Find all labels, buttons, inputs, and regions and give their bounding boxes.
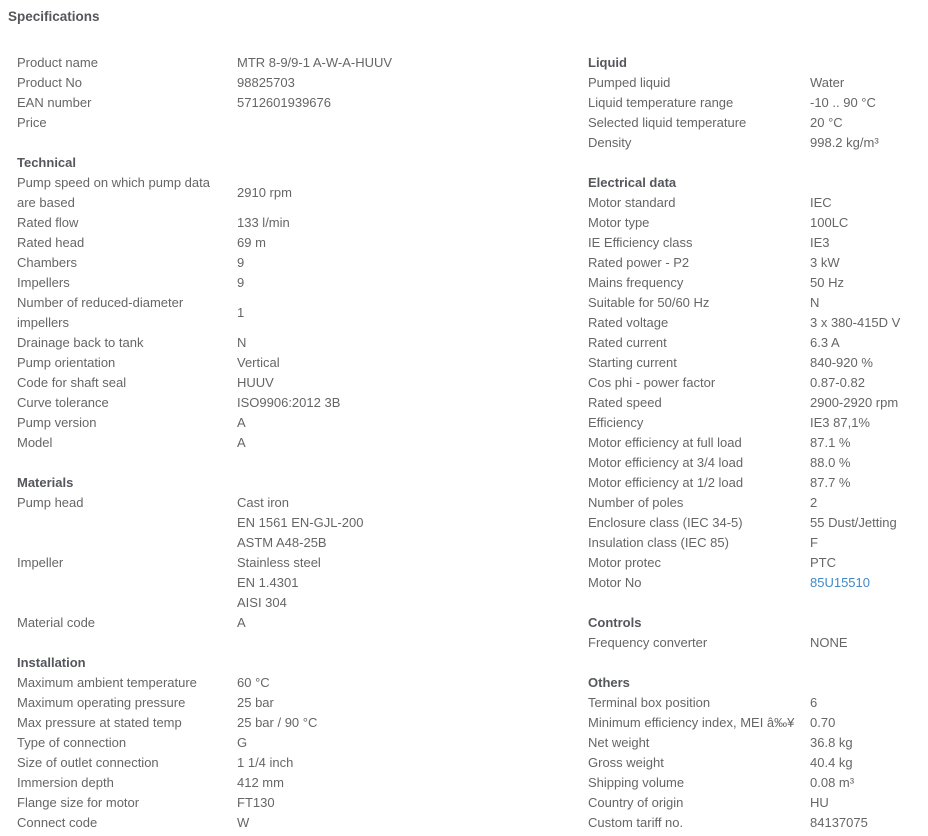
spec-row (588, 113, 928, 133)
spec-label: Flange size for motor (17, 795, 140, 810)
spec-value: MTR 8-9/9-1 A-W-A-HUUV (237, 55, 393, 70)
spec-value: N (237, 335, 247, 350)
spec-value: 25 bar / 90 °C (237, 715, 318, 730)
spec-row (588, 773, 928, 793)
spec-value: 133 l/min (237, 215, 290, 230)
section-others (588, 673, 928, 833)
spec-row (588, 793, 928, 813)
spec-row (17, 733, 560, 753)
spec-row (588, 193, 928, 213)
spec-row (17, 433, 560, 453)
spec-row (588, 293, 928, 313)
section-liquid (588, 53, 928, 153)
spec-value: 25 bar (237, 695, 274, 710)
spec-label: Number of reduced-diameter impellers (17, 295, 184, 330)
spec-label: Model (17, 435, 53, 450)
spec-value: 0.87-0.82 (810, 375, 865, 390)
spec-columns (0, 53, 928, 833)
spec-value: 60 °C (237, 675, 270, 690)
spec-value: -10 .. 90 °C (810, 95, 876, 110)
spec-label: Code for shaft seal (17, 375, 127, 390)
spec-label: Rated power - P2 (588, 255, 690, 270)
spec-label: Motor protec (588, 555, 661, 570)
spec-label: Immersion depth (17, 775, 114, 790)
spec-row (17, 813, 560, 833)
spec-value: A (237, 415, 246, 430)
spec-row (588, 633, 928, 653)
spec-value: 0.70 (810, 715, 836, 730)
spec-row (588, 553, 928, 573)
spec-value: G (237, 735, 248, 750)
spec-label: Density (588, 135, 632, 150)
spec-label: Motor No (588, 575, 642, 590)
spec-row (17, 693, 560, 713)
section-title-installation: Installation (17, 655, 86, 670)
spec-value: IEC (810, 195, 832, 210)
spec-label: Impellers (17, 275, 70, 290)
spec-label: Pump speed on which pump data are based (17, 175, 210, 210)
spec-value: N (810, 295, 820, 310)
spec-value (237, 493, 560, 553)
spec-label: Starting current (588, 355, 677, 370)
spec-value: 412 mm (237, 775, 284, 790)
spec-label: Motor efficiency at full load (588, 435, 742, 450)
spec-row (588, 253, 928, 273)
spec-row (17, 373, 560, 393)
spec-row (588, 453, 928, 473)
spec-label: Maximum ambient temperature (17, 675, 197, 690)
section-title-technical: Technical (17, 155, 77, 170)
spec-label: EAN number (17, 95, 92, 110)
spec-label: Liquid temperature range (588, 95, 734, 110)
spec-label: Product name (17, 55, 98, 70)
spec-label: Cos phi - power factor (588, 375, 716, 390)
spec-label: Pumped liquid (588, 75, 671, 90)
spec-value: Vertical (237, 355, 280, 370)
spec-row (17, 233, 560, 253)
spec-label: Motor efficiency at 3/4 load (588, 455, 744, 470)
spec-value: 6 (810, 695, 818, 710)
spec-value: Water (810, 75, 845, 90)
spec-value: 840-920 % (810, 355, 873, 370)
section-electrical-data (588, 173, 928, 593)
spec-label: Motor type (588, 215, 650, 230)
spec-value: W (237, 815, 250, 830)
spec-value: 9 (237, 255, 245, 270)
spec-value-line: EN 1.4301 (237, 575, 299, 590)
spec-row (17, 553, 560, 613)
spec-value: 84137075 (810, 815, 868, 830)
motor-no-link[interactable]: 85U15510 (810, 575, 870, 590)
spec-value: 69 m (237, 235, 266, 250)
spec-label: Curve tolerance (17, 395, 109, 410)
spec-value: 87.1 % (810, 435, 851, 450)
spec-value: 20 °C (810, 115, 843, 130)
spec-value: 100LC (810, 215, 849, 230)
right-column (560, 53, 928, 833)
spec-row (17, 793, 560, 813)
spec-value: 2 (810, 495, 818, 510)
page-title: Specifications (8, 9, 100, 24)
spec-label: Efficiency (588, 415, 644, 430)
spec-row (588, 413, 928, 433)
spec-row (17, 253, 560, 273)
spec-value: A (237, 435, 246, 450)
spec-value-line: EN 1561 EN-GJL-200 (237, 515, 364, 530)
spec-label: Max pressure at stated temp (17, 715, 182, 730)
spec-label: Rated voltage (588, 315, 669, 330)
left-column (0, 53, 560, 833)
spec-row (588, 533, 928, 553)
spec-value: HU (810, 795, 829, 810)
spec-value: 3 kW (810, 255, 840, 270)
spec-value: 998.2 kg/m³ (810, 135, 879, 150)
spec-label: Minimum efficiency index, MEI â‰¥ (588, 715, 795, 730)
spec-row (588, 333, 928, 353)
section-title-others: Others (588, 675, 630, 690)
spec-label: Drainage back to tank (17, 335, 144, 350)
spec-label: Rated head (17, 235, 85, 250)
spec-value-line: AISI 304 (237, 595, 287, 610)
spec-value: 98825703 (237, 75, 295, 90)
spec-row (17, 73, 560, 93)
section-title-liquid: Liquid (588, 55, 627, 70)
spec-value (810, 573, 928, 593)
spec-label: Chambers (17, 255, 77, 270)
spec-label: Country of origin (588, 795, 684, 810)
section-title-electrical-data: Electrical data (588, 175, 677, 190)
spec-label: Pump orientation (17, 355, 116, 370)
spec-row (588, 73, 928, 93)
spec-row (588, 353, 928, 373)
spec-value: 50 Hz (810, 275, 844, 290)
spec-value: IE3 87,1% (810, 415, 870, 430)
spec-value: 88.0 % (810, 455, 851, 470)
spec-row (17, 53, 560, 73)
spec-row (588, 433, 928, 453)
spec-label: Motor standard (588, 195, 676, 210)
spec-value: 40.4 kg (810, 755, 853, 770)
spec-label: IE Efficiency class (588, 235, 693, 250)
spec-value-line: Stainless steel (237, 555, 321, 570)
spec-label: Motor efficiency at 1/2 load (588, 475, 744, 490)
section-title-controls: Controls (588, 615, 642, 630)
spec-label: Terminal box position (588, 695, 711, 710)
section-product (17, 53, 560, 133)
spec-row (588, 273, 928, 293)
spec-row (17, 713, 560, 733)
spec-label: Mains frequency (588, 275, 684, 290)
spec-label: Maximum operating pressure (17, 695, 186, 710)
section-controls (588, 613, 928, 653)
spec-value: A (237, 615, 246, 630)
spec-row (588, 573, 928, 593)
spec-value (237, 553, 560, 613)
spec-label: Suitable for 50/60 Hz (588, 295, 710, 310)
spec-row (17, 173, 560, 213)
spec-label: Frequency converter (588, 635, 708, 650)
spec-value: 3 x 380-415D V (810, 315, 901, 330)
spec-label: Insulation class (IEC 85) (588, 535, 729, 550)
spec-row (17, 393, 560, 413)
spec-row (17, 113, 560, 133)
spec-row (17, 773, 560, 793)
spec-value: 2910 rpm (237, 185, 292, 200)
spec-label: Pump version (17, 415, 97, 430)
spec-row (588, 393, 928, 413)
spec-row (17, 673, 560, 693)
spec-row (588, 373, 928, 393)
spec-row (17, 613, 560, 633)
spec-value: 2900-2920 rpm (810, 395, 899, 410)
spec-row (588, 493, 928, 513)
spec-value: 1 (237, 305, 245, 320)
spec-label: Price (17, 115, 47, 130)
spec-row (588, 473, 928, 493)
spec-value: 55 Dust/Jetting (810, 515, 897, 530)
spec-value: F (810, 535, 818, 550)
spec-row (588, 133, 928, 153)
section-technical (17, 153, 560, 453)
spec-label: Gross weight (588, 755, 664, 770)
spec-label: Shipping volume (588, 775, 685, 790)
spec-row (588, 753, 928, 773)
spec-label: Size of outlet connection (17, 755, 159, 770)
spec-value: FT130 (237, 795, 275, 810)
spec-row (588, 693, 928, 713)
spec-value-line: ASTM A48-25B (237, 535, 327, 550)
spec-label: Product No (17, 75, 83, 90)
spec-value: 1 1/4 inch (237, 755, 294, 770)
spec-value: 36.8 kg (810, 735, 853, 750)
section-title-materials: Materials (17, 475, 74, 490)
spec-row (588, 813, 928, 833)
spec-row (17, 413, 560, 433)
spec-label: Type of connection (17, 735, 127, 750)
spec-row (17, 273, 560, 293)
spec-value: 6.3 A (810, 335, 840, 350)
spec-row (17, 293, 560, 333)
spec-row (588, 213, 928, 233)
spec-label: Rated flow (17, 215, 79, 230)
spec-value: IE3 (810, 235, 830, 250)
spec-row (17, 93, 560, 113)
spec-label: Rated speed (588, 395, 662, 410)
spec-label: Connect code (17, 815, 98, 830)
spec-value: ISO9906:2012 3B (237, 395, 341, 410)
spec-row (17, 213, 560, 233)
section-materials (17, 473, 560, 633)
spec-row (588, 93, 928, 113)
spec-label: Pump head (17, 495, 84, 510)
spec-label: Selected liquid temperature (588, 115, 747, 130)
spec-row (588, 313, 928, 333)
spec-label: Custom tariff no. (588, 815, 684, 830)
spec-label: Rated current (588, 335, 667, 350)
spec-row (588, 513, 928, 533)
spec-value: 0.08 m³ (810, 775, 855, 790)
section-installation (17, 653, 560, 833)
spec-row (588, 713, 928, 733)
spec-value: 5712601939676 (237, 95, 331, 110)
spec-label: Net weight (588, 735, 650, 750)
spec-row (17, 753, 560, 773)
spec-value: PTC (810, 555, 836, 570)
spec-value: 87.7 % (810, 475, 851, 490)
spec-value: NONE (810, 635, 848, 650)
spec-value: 9 (237, 275, 245, 290)
spec-row (17, 353, 560, 373)
spec-label: Impeller (17, 555, 64, 570)
spec-value-line: Cast iron (237, 495, 290, 510)
spec-row (588, 233, 928, 253)
spec-row (588, 733, 928, 753)
spec-label: Enclosure class (IEC 34-5) (588, 515, 743, 530)
spec-label: Number of poles (588, 495, 684, 510)
spec-row (17, 493, 560, 553)
spec-value: HUUV (237, 375, 274, 390)
spec-label: Material code (17, 615, 96, 630)
spec-row (17, 333, 560, 353)
